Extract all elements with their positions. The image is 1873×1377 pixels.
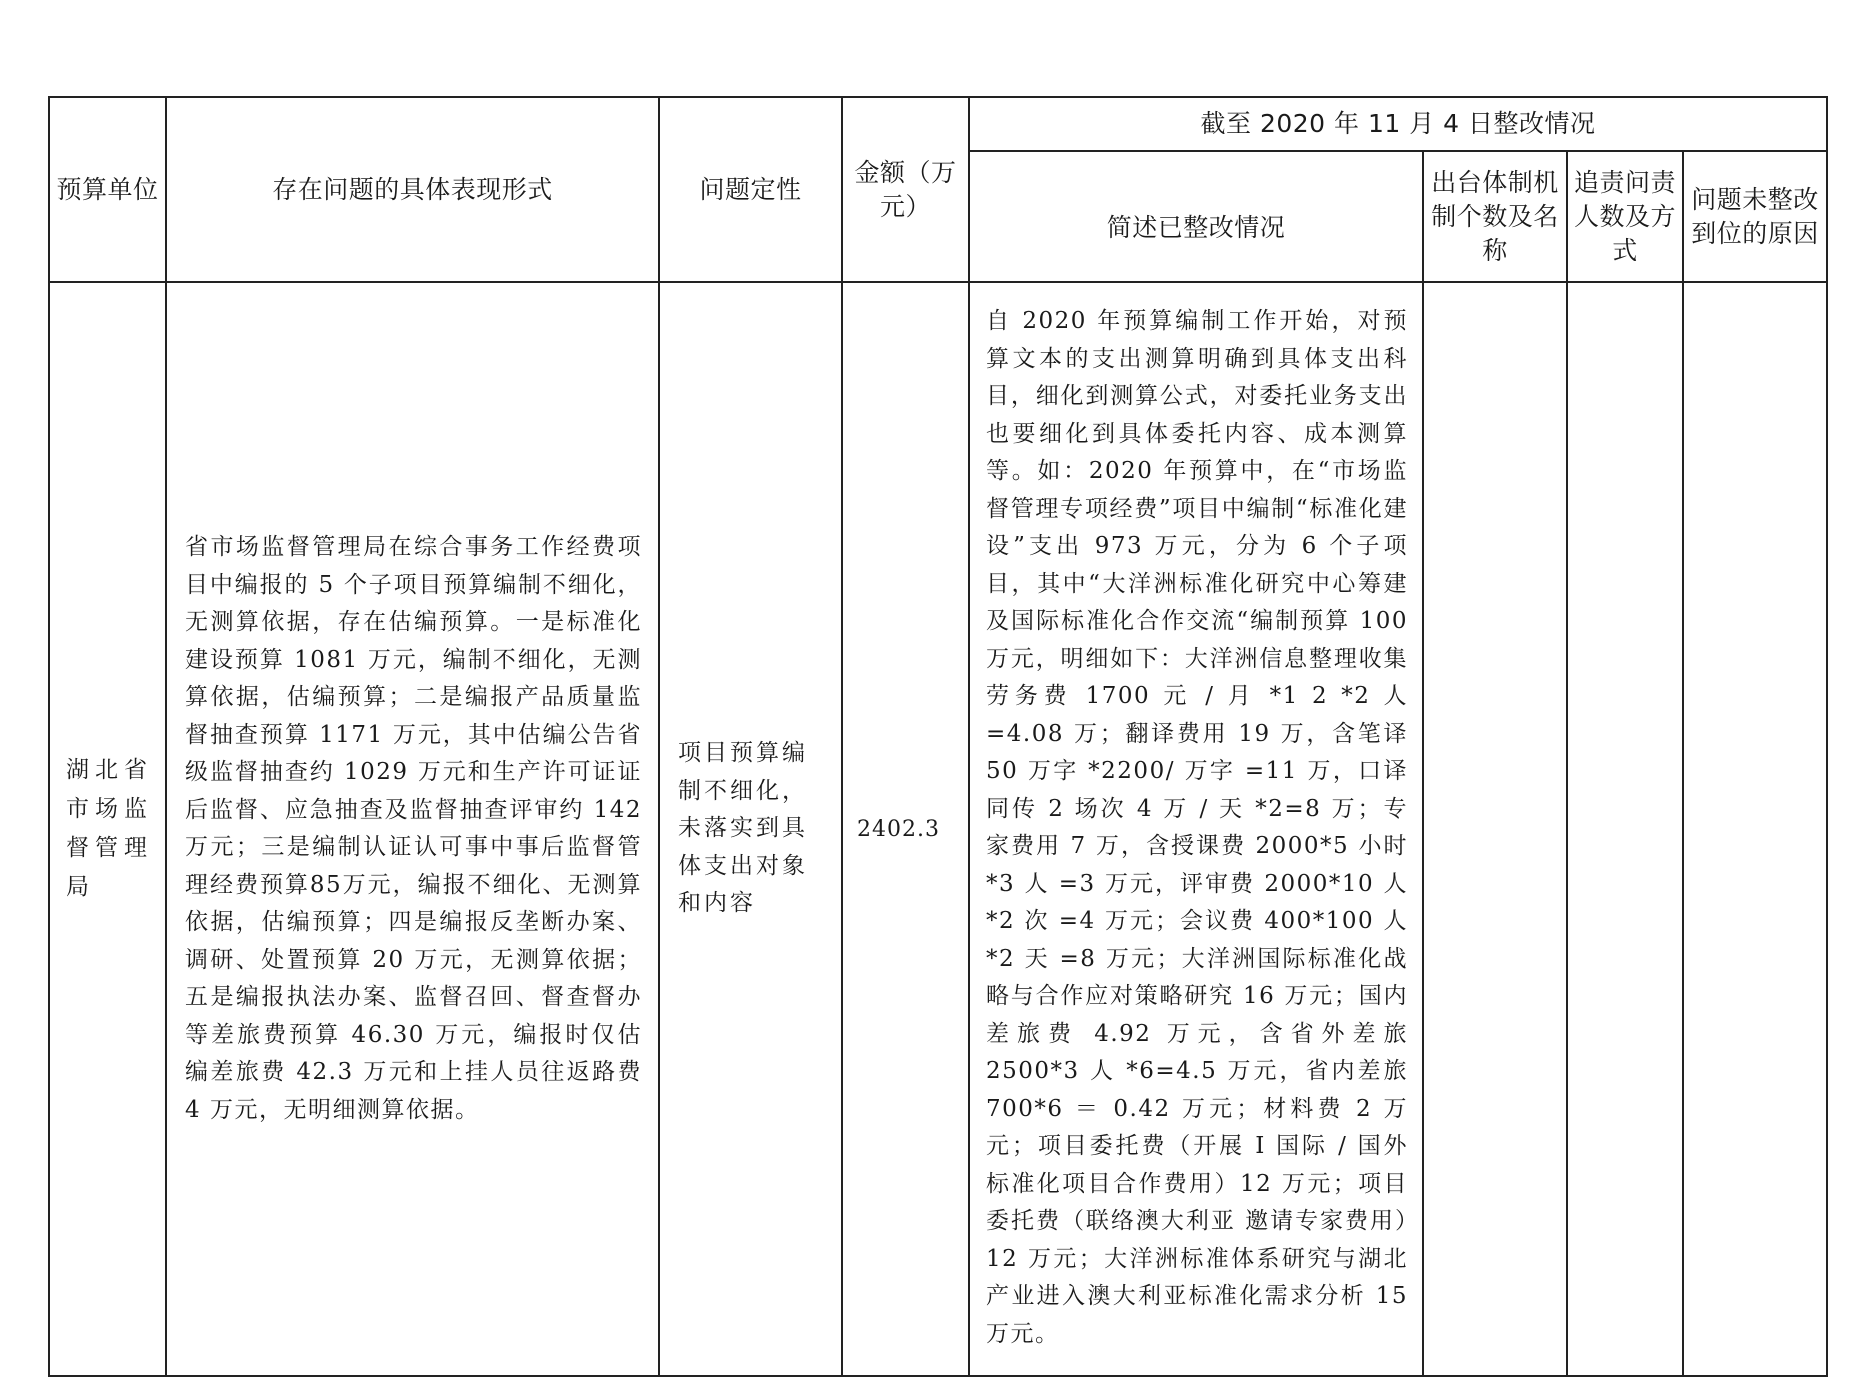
cell-rectified-summary: 自 2020 年预算编制工作开始，对预算文本的支出测算明确到具体支出科目，细化到测算公式，对委托业务支出也要细化到具体委托内容、成本测算等。如：2020 年预算中，在“市场监督管理专项经费”项目中编制“标准化建设”支出 973 万元，分为 6 个子项目，其中“大洋洲标准化研究中心筹建及国际标准化合作交流“编制预算 100 万元，明细如下：大洋洲信息整理收集劳务费 1700 元 / 月 *1 2 *2 人 =4.08 万；翻译费用 19 万，含笔译 50 万字 *2200/ 万字 =11 万，口译同传 2 场次 4 万 / 天 *2=8 万；专家费用 7 万，含授课费 2000*5 小时 *3 人 =3 万元，评审费 2000*10 人 *2 次 =4 万元；会议费 400*100 人 *2 天 =8 万元；大洋洲国际标准化战略与合作应对策略研究 16 万元；国内差旅费 4.92 万元，含省外差旅 2500*3 人 *6=4.5 万元，省内差旅 700*6 ＝ 0.42 万元；材料费 2 万元；项目委托费（开展 I 国际 / 国外标准化项目合作费用）12 万元；项目委托费（联络澳大利亚 邀请专家费用）12 万元；大洋洲标准体系研究与湖北产业进入澳大利亚标准化需求分析 15 万元。 bbox=[969, 282, 1423, 1376]
header-budget-unit: 预算单位 bbox=[49, 97, 166, 282]
table-row bbox=[49, 282, 1827, 1376]
header-unrectified-reason: 问题未整改到位的原因 bbox=[1683, 151, 1827, 282]
rectification-table bbox=[48, 96, 1828, 1377]
cell-issue-nature: 项目预算编制不细化，未落实到具体支出对象和内容 bbox=[659, 282, 842, 1376]
cell-budget-unit: 湖北省市场监督管理局 bbox=[49, 282, 166, 1376]
header-institutions: 出台体制机制个数及名称 bbox=[1423, 151, 1567, 282]
header-amount: 金额（万元） bbox=[842, 97, 969, 282]
header-row-top bbox=[49, 97, 1827, 151]
header-rectification-group: 截至 2020 年 11 月 4 日整改情况 bbox=[969, 97, 1827, 151]
header-issue-nature: 问题定性 bbox=[659, 97, 842, 282]
cell-unrectified-reason bbox=[1683, 282, 1827, 1376]
cell-amount: 2402.3 bbox=[842, 282, 969, 1376]
cell-institutions bbox=[1423, 282, 1567, 1376]
header-rectified-summary: 简述已整改情况 bbox=[969, 151, 1423, 282]
header-accountability: 追责问责人数及方式 bbox=[1567, 151, 1683, 282]
cell-issue-form: 省市场监督管理局在综合事务工作经费项目中编报的 5 个子项目预算编制不细化，无测算依据，存在估编预算。一是标准化建设预算 1081 万元，编制不细化，无测算依据，估编预算；二是编报产品质量监督抽查预算 1171 万元，其中估编公告省级监督抽查约 1029 万元和生产许可证证后监督、应急抽查及监督抽查评审约 142 万元；三是编制认证认可事中事后监督管理经费预算85万元，编报不细化、无测算依据，估编预算；四是编报反垄断办案、调研、处置预算 20 万元，无测算依据；五是编报执法办案、监督召回、督查督办等差旅费预算 46.30 万元，编报时仅估编差旅费 42.3 万元和上挂人员往返路费 4 万元，无明细测算依据。 bbox=[166, 282, 659, 1376]
header-issue-form: 存在问题的具体表现形式 bbox=[166, 97, 659, 282]
cell-accountability bbox=[1567, 282, 1683, 1376]
